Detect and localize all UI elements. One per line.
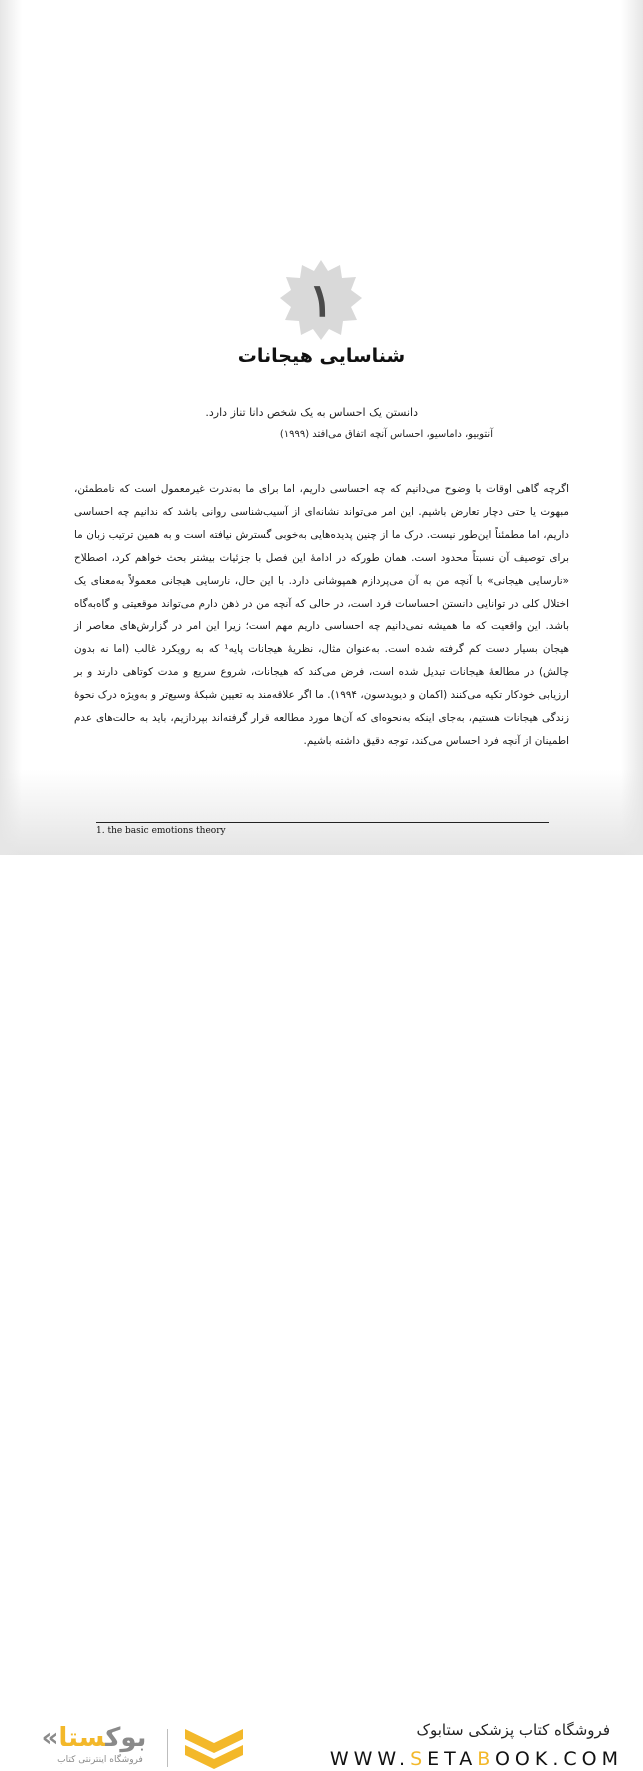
url-part: ETA	[427, 1748, 478, 1770]
epigraph-source: آنتوبیو، داماسیو، احساس آنچه اتفاق می‌افتد (۱۹۹۹)	[279, 429, 493, 440]
logo-word-part2: بوک	[105, 1723, 147, 1753]
logo-tagline: فروشگاه اینترنتی کتاب	[57, 1755, 143, 1765]
body-text	[74, 478, 569, 753]
url-accent: S	[410, 1748, 428, 1770]
store-banner	[0, 855, 643, 1770]
chevron-logo-icon	[183, 1725, 245, 1771]
setabook-logo[interactable]	[28, 1725, 248, 1771]
logo-word-part1: ستا	[58, 1723, 106, 1753]
logo-word-arrows: «	[41, 1723, 59, 1753]
body-paragraph: اگرچه گاهی اوقات با وضوح می‌دانیم که چه احساسی داریم، اما برای ما به‌ندرت غیرمعمول است که نامطمئن، مبهوت یا حتی دچار تعارض باشیم. این امر می‌تواند نشانه‌ای از آسیب‌شناسی روانی باشد که ندانیم چه احساسی داریم، اما مطمئناً این‌طور نیست. درک ما از چنین پدیده‌هایی به‌خوبی گسترش نیافته است و به همین ترتیب زبان ما برای توصیف آن نسبتاً محدود است. همان طورکه در ادامهٔ این فصل با جزئیات بیشتر بحث خواهم کرد، اصطلاح «نارسایی هیجانی» با آنچه من به آن می‌پردازم همپوشانی دارد. با این حال، نارسایی هیجانی معمولاً به‌معنای یک اختلال کلی در توانایی دانستن احساسات فرد است، در حالی که آنچه من در ذهن دارم می‌تواند موقعیتی و گاه‌به‌گاه باشد. این واقعیت که ما همیشه نمی‌دانیم چه احساسی داریم مهم است؛ زیرا این امر در گزارش‌های معاصر از هیجان بسیار دست کم گرفته شده است. به‌عنوان مثال، نظریهٔ هیجانات پایه¹ که به رویکرد غالب (اما نه بدون چالش) در مطالعهٔ هیجانات تبدیل شده است، فرض می‌کند که هیجانات، شروع سریع و مدت کوتاهی دارند و بر ارزیابی خودکار تکیه می‌کنند (اکمان و دیویدسون، ۱۹۹۴). ما اگر علاقه‌مند به تعیین شبکهٔ وسیع‌تر و به‌ویژه درک نحوهٔ زندگی هیجانات هستیم، به‌جای اینکه به‌نحوه‌ای که آن‌ها مورد مطالعه قرار گرفته‌اند بپردازیم، باید به حالت‌های عدم اطمینان از آنچه فرد احساس می‌کند، توجه دقیق داشته باشیم.	[74, 483, 570, 747]
book-page	[0, 0, 643, 855]
shop-url[interactable]	[330, 1748, 623, 1770]
url-accent: B	[477, 1748, 495, 1770]
chapter-title: شناسایی هیجانات	[237, 345, 406, 367]
logo-wordmark	[28, 1723, 160, 1753]
footnote-divider	[96, 822, 549, 823]
url-part: WWW.	[329, 1748, 411, 1770]
footnote: 1. the basic emotions theory	[96, 826, 226, 836]
chapter-badge	[279, 258, 363, 342]
epigraph-quote: دانستن یک احساس به یک شخص دانا تناز دارد.	[205, 406, 418, 419]
url-part: OOK.COM	[494, 1748, 623, 1770]
chapter-number: ۱	[308, 273, 334, 327]
epigraph	[205, 402, 493, 446]
shop-title: فروشگاه کتاب پزشکی ستابوک	[416, 1721, 610, 1739]
logo-divider	[167, 1729, 168, 1767]
